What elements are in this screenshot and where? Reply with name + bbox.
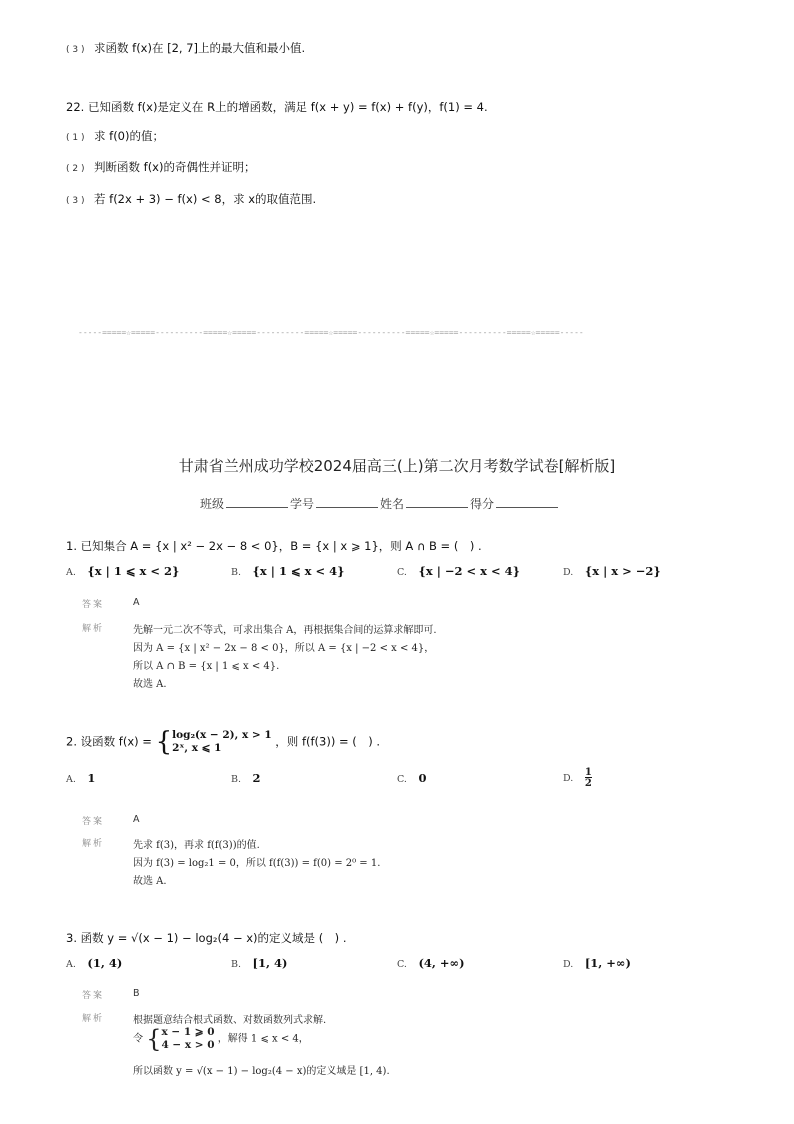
option-letter: D. [563,567,574,578]
stem-prefix: 2. 设函数 f(x) = [66,734,152,749]
case-1: x − 1 ⩾ 0 [161,1026,215,1038]
question-2-option-d [563,767,592,789]
question-2-option-b [231,771,261,785]
question-1-analysis-line: 因为 A = {x | x² − 2x − 8 < 0}，所以 A = {x | −2 < x < 4}， [133,643,435,654]
part-number: ( 3 ) [66,196,85,206]
option-letter: C. [397,774,407,785]
part-text: 求 f(0)的值； [93,129,164,143]
question-3-analysis-line: 根据题意结合根式函数、对数函数列式求解. [133,1015,327,1026]
question-2-stem [66,729,380,755]
answer-label: 答案 [82,600,105,610]
question-1-option-a [66,564,179,578]
inequality-system [161,1026,214,1052]
left-brace-symbol: { [146,1025,162,1053]
part-number: ( 1 ) [66,133,85,143]
piecewise-cases [172,729,272,755]
option-value: {x | 1 ⩽ x < 4} [252,564,345,578]
name-label: 姓名 [380,497,405,511]
student-info-line [200,495,560,512]
stem-suffix: ，则 f(f(3)) = ( ) . [275,734,381,749]
score-blank[interactable] [496,495,558,508]
part-text: 求函数 f(x)在 [2, 7]上的最大值和最小值. [93,41,306,55]
question-22-part-2 [66,159,255,175]
option-value: 0 [418,771,427,785]
option-value: 2 [252,771,261,785]
part-number: ( 3 ) [66,45,85,55]
option-letter: A. [66,959,76,970]
part-number: ( 2 ) [66,164,85,174]
option-fraction [585,767,592,789]
option-value: {x | −2 < x < 4} [418,564,521,578]
answer-label: 答案 [82,817,105,827]
page-title: 甘肃省兰州成功学校2024届高三(上)第二次月考数学试卷[解析版] [178,457,616,475]
question-3-stem: 3. 函数 y = √(x − 1) − log₂(4 − x)的定义域是 ( ) . [66,931,347,945]
option-letter: B. [231,774,242,785]
question-22-part-3 [66,191,316,207]
part-text: 判断函数 f(x)的奇偶性并证明； [93,160,256,174]
question-1-option-b [231,564,345,578]
option-value: 1 [87,771,96,785]
section-divider: -----=====☆=====----------=====☆=====----------=====☆=====----------=====☆=====----------=====☆=====----- [78,328,584,337]
question-1-option-d [563,564,661,578]
case-1: log₂(x − 2), x > 1 [172,729,272,741]
question-22-stem: 22. 已知函数 f(x)是定义在 R上的增函数，满足 f(x + y) = f(x) + f(y)，f(1) = 4. [66,100,488,114]
class-label: 班级 [200,497,225,511]
question-1-option-c [397,564,520,578]
case-2: 4 − x > 0 [161,1039,215,1051]
question-1-answer: A [133,597,140,608]
option-value: [1, 4) [252,956,288,970]
analysis-label: 解析 [82,624,105,634]
question-3-option-d [563,956,631,970]
option-letter: C. [397,959,407,970]
question-22-part-1 [66,128,164,144]
analysis-label: 解析 [82,839,105,849]
option-letter: A. [66,567,76,578]
class-blank[interactable] [226,495,288,508]
question-2-analysis-line: 故选 A. [133,876,167,887]
analysis-label: 解析 [82,1014,105,1024]
question-2-analysis-line: 因为 f(3) = log₂1 = 0，所以 f(f(3)) = f(0) = 2⁰ = 1. [133,858,381,869]
option-letter: B. [231,567,242,578]
question-2-option-c [397,771,426,785]
question-3-answer: B [133,988,140,999]
option-letter: B. [231,959,242,970]
question-1-analysis-line: 所以 A ∩ B = {x | 1 ⩽ x < 4}. [133,661,280,672]
answer-label: 答案 [82,991,105,1001]
part-text: 若 f(2x + 3) − f(x) < 8，求 x的取值范围. [93,192,317,206]
option-letter: D. [563,773,574,784]
student-id-blank[interactable] [316,495,378,508]
question-1-stem: 1. 已知集合 A = {x | x² − 2x − 8 < 0}，B = {x | x ⩾ 1}，则 A ∩ B = ( ) . [66,539,482,553]
question-3-option-c [397,956,465,970]
case-2: 2ˣ, x ⩽ 1 [172,742,222,754]
student-id-label: 学号 [290,497,315,511]
option-value: {x | 1 ⩽ x < 2} [87,564,180,578]
question-3-option-b [231,956,287,970]
numerator: 1 [584,767,592,778]
question-21-part-3 [66,40,305,56]
question-1-analysis-line: 故选 A. [133,679,167,690]
question-3-option-a [66,956,122,970]
question-2-analysis-line: 先求 f(3)，再求 f(f(3))的值. [133,840,260,851]
question-2-option-a [66,771,95,785]
question-3-analysis-system [133,1026,309,1052]
option-letter: A. [66,774,76,785]
question-3-analysis-line: 所以函数 y = √(x − 1) − log₂(4 − x)的定义域是 [1, 4). [133,1066,390,1077]
option-value: (4, +∞) [418,956,465,970]
option-value: [1, +∞) [584,956,631,970]
solve-text: ，解得 1 ⩽ x < 4， [217,1033,309,1045]
name-blank[interactable] [406,495,468,508]
question-1-analysis-line: 先解一元二次不等式，可求出集合 A，再根据集合间的运算求解即可. [133,625,437,636]
denominator: 2 [584,778,592,789]
score-label: 得分 [470,497,495,511]
question-2-answer: A [133,814,140,825]
left-brace-symbol: { [155,727,173,757]
option-value: (1, 4) [87,956,123,970]
ling-word: 令 [133,1033,143,1045]
option-letter: C. [397,567,407,578]
option-value: {x | x > −2} [584,564,661,578]
option-letter: D. [563,959,574,970]
